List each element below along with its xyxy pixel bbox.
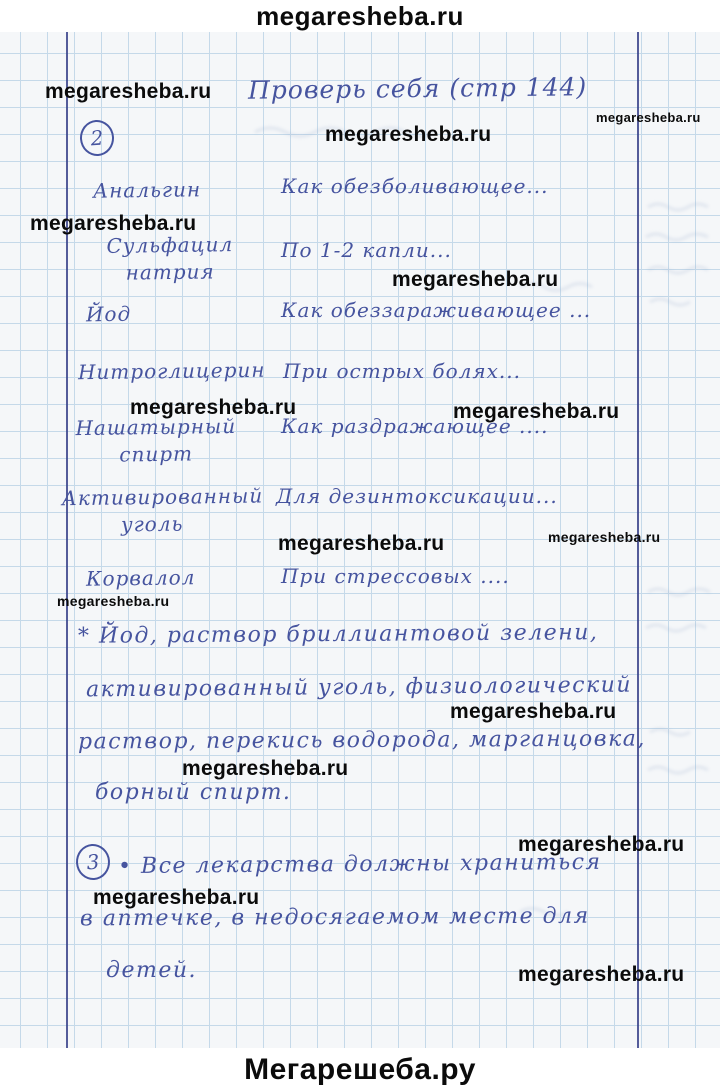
watermark-site-label: megaresheba.ru — [518, 833, 685, 856]
watermark-site-label: megaresheba.ru — [325, 123, 492, 146]
answer-line: в аптечке, в недосягаемом месте для — [79, 903, 590, 932]
watermark-site-label: megaresheba.ru — [548, 529, 661, 545]
watermark-site-label: megaresheba.ru — [45, 80, 212, 103]
medicine-term: Йод — [85, 301, 132, 327]
watermark-site-label: megaresheba.ru — [93, 886, 260, 909]
watermark-site-label: megaresheba.ru — [256, 0, 464, 31]
watermark-site-label: megaresheba.ru — [518, 963, 685, 986]
answer-line: • Все лекарства должны храниться — [117, 849, 602, 880]
medicine-desc: По 1-2 капли... — [281, 238, 452, 262]
footer-watermark-band — [0, 1048, 720, 1092]
medicine-term: Сульфацил натрия — [106, 232, 234, 285]
medicine-desc: При острых болях... — [283, 359, 521, 383]
medicine-term: Анальгин — [92, 177, 202, 203]
medicine-desc: Для дезинтоксикации... — [276, 484, 558, 508]
watermark-site-label: megaresheba.ru — [392, 268, 559, 291]
medicine-desc: Как раздражающее .... — [281, 414, 549, 438]
medicine-desc: Как обеззараживающее ... — [281, 298, 592, 322]
task-number-3: 3 — [75, 843, 111, 881]
left-margin-line — [66, 32, 68, 1048]
watermark-footer-label: Мегарешеба.ру — [244, 1053, 476, 1086]
note-line: активированный уголь, физиологический — [85, 672, 633, 703]
watermark-site-label: megaresheba.ru — [30, 212, 197, 235]
medicine-term: Активированный уголь — [61, 483, 264, 537]
top-watermark-band — [0, 0, 720, 32]
watermark-site-label: megaresheba.ru — [596, 110, 701, 125]
note-line: * Йод, раствор бриллиантовой зелени, — [77, 620, 599, 649]
watermark-site-label: megaresheba.ru — [57, 593, 170, 609]
medicine-term: Корвалол — [85, 565, 196, 591]
watermark-site-label: megaresheba.ru — [450, 700, 617, 723]
answer-line: детей. — [106, 958, 198, 983]
watermark-site-label: megaresheba.ru — [278, 532, 445, 555]
watermark-site-label: megaresheba.ru — [182, 757, 349, 780]
watermark-site-label: megaresheba.ru — [453, 400, 620, 423]
medicine-desc: Как обезболивающее... — [281, 174, 549, 198]
notebook-paper — [0, 32, 720, 1048]
medicine-desc: При стрессовых .... — [281, 564, 510, 588]
note-line: раствор, перекись водорода, марганцовка, — [77, 726, 646, 755]
watermark-site-label: megaresheba.ru — [130, 396, 297, 419]
medicine-term: Нитроглицерин — [77, 357, 266, 385]
note-line: борный спирт. — [95, 780, 292, 805]
medicine-term: Нашатырный спирт — [75, 413, 237, 467]
page-title: Проверь себя (стр 144) — [247, 72, 588, 105]
task-number-2: 2 — [79, 119, 115, 157]
